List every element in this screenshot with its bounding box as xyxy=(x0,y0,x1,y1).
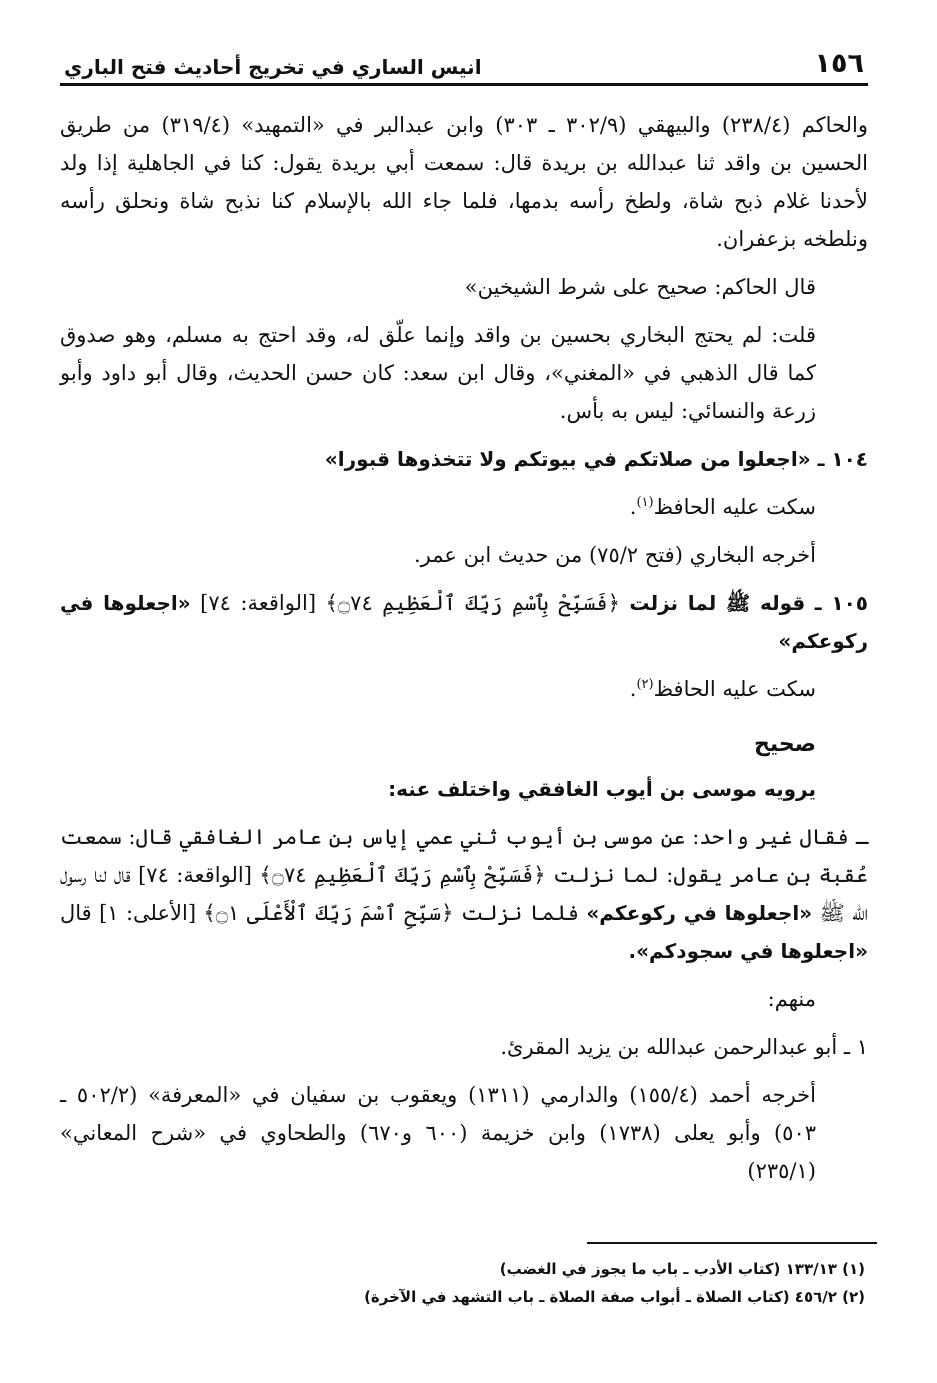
verse-reference: [الواقعة: ٧٤] xyxy=(200,591,317,615)
takhrij: أخرجه البخاري (فتح ٧٥/٢) من حديث ابن عمر. xyxy=(413,543,816,567)
narration-text: قال xyxy=(60,901,92,925)
main-text xyxy=(60,106,868,1190)
footnotes xyxy=(75,1255,865,1311)
silence-text: سكت عليه الحافظ xyxy=(653,677,816,701)
hadith-title: ١٠٤ ـ «اجعلوا من صلاتكم في بيوتكم ولا تتخذوها قبورا» xyxy=(324,447,868,471)
verse-reference: [الأعلى: ١] xyxy=(99,901,197,925)
among-them: منهم: xyxy=(767,987,816,1011)
footnote: (٢) ٤٥٦/٢ (كتاب الصلاة ـ أبواب صفة الصلاة ـ باب التشهد في الآخرة) xyxy=(364,1288,865,1306)
narration-text: فلما نزلت xyxy=(460,901,579,925)
narration xyxy=(60,818,868,970)
hadith-quote: «اجعلوها في ركوعكم» xyxy=(60,591,868,653)
page-number: ١٥٦ xyxy=(814,48,864,79)
grading-heading: صحيح xyxy=(754,732,816,757)
page xyxy=(60,36,868,1200)
hadith-105 xyxy=(60,584,868,660)
quran-verse: ﴿سَبِّحِ ٱسْمَ رَبِّكَ ٱلْأَعْلَى ۝١﴾ xyxy=(203,901,454,925)
hafiz-silence: سكت عليه الحافظ$^{(٢)}$. xyxy=(629,677,816,701)
footnote-ref: (٢) xyxy=(636,677,654,692)
book-title: انيس الساري في تخريج أحاديث فتح الباري xyxy=(64,55,482,79)
quran-verse: ﴿فَسَبِّحْ بِٱسْمِ رَبِّكَ ٱلْعَظِيمِ ۝٧٤﴾ xyxy=(325,591,620,615)
hadith-quote: «اجعلوها في ركوعكم» xyxy=(586,901,813,925)
footnote-ref: (١) xyxy=(636,495,654,510)
hadith-intro: قوله ﷺ لما نزلت xyxy=(629,591,806,615)
paragraph: والحاكم (٢٣٨/٤) والبيهقي (٣٠٢/٩ ـ ٣٠٣) وابن عبدالبر في «التمهيد» (٣١٩/٤) من طريق الحسين بن واقد ثنا عبدالله بن بريدة قال: سمعت أبي بريدة يقول: كنا في الجاهلية إذا ولد لأحدنا غلام ذبح شاة، ولطخ رأسه بدمها، فلما جاء الله بالإسلام كنا نذبح شاة ونحلق رأسه ونلطخه بزعفران. xyxy=(60,113,869,251)
narrator-item: ١ ـ أبو عبدالرحمن عبدالله بن يزيد المقرئ. xyxy=(500,1035,868,1059)
running-header xyxy=(60,36,868,86)
footnote: (١) ١٣٣/١٣ (كتاب الأدب ـ باب ما يجوز في الغضب) xyxy=(499,1260,865,1278)
hafiz-silence: سكت عليه الحافظ$^{(١)}$. xyxy=(629,495,816,519)
narration-text: ـ فقال غير واحد: عن موسى بن أيوب ثني عمي إياس بن عامر الغافقي قال: سمعت عُقبة بن عامر يقول: لما نزلت xyxy=(60,825,868,887)
narrated-line: يرويه موسى بن أيوب الغافقي واختلف عنه: xyxy=(388,777,816,801)
narration-text: قال لنا رسول الله ﷺ xyxy=(60,863,868,925)
paragraph: قال الحاكم: صحيح على شرط الشيخين» xyxy=(464,275,816,299)
verse-reference: [الواقعة: ٧٤] xyxy=(138,863,252,887)
footnote-divider xyxy=(587,1242,877,1244)
silence-text: سكت عليه الحافظ xyxy=(653,495,816,519)
quran-verse: ﴿فَسَبِّحْ بِٱسْمِ رَبِّكَ ٱلْعَظِيمِ ۝٧٤﴾ xyxy=(259,863,546,887)
paragraph: قلت: لم يحتج البخاري بحسين بن واقد وإنما علّق له، وقد احتج به مسلم، وهو صدوق كما قال الذهبي في «المغني»، وقال ابن سعد: كان حسن الحديث، وقال أبو داود وأبو زرعة والنسائي: ليس به بأس. xyxy=(60,323,816,423)
takhrij: أخرجه أحمد (١٥٥/٤) والدارمي (١٣١١) ويعقوب بن سفيان في «المعرفة» (٥٠٢/٢ ـ ٥٠٣) وأبو يعلى (١٧٣٨) وابن خزيمة (٦٠٠ و٦٧٠) والطحاوي في «شرح المعاني» (٢٣٥/١) xyxy=(60,1083,817,1183)
hadith-quote: «اجعلوها في سجودكم». xyxy=(628,939,868,963)
hadith-number: ١٠٥ ـ xyxy=(814,591,868,615)
